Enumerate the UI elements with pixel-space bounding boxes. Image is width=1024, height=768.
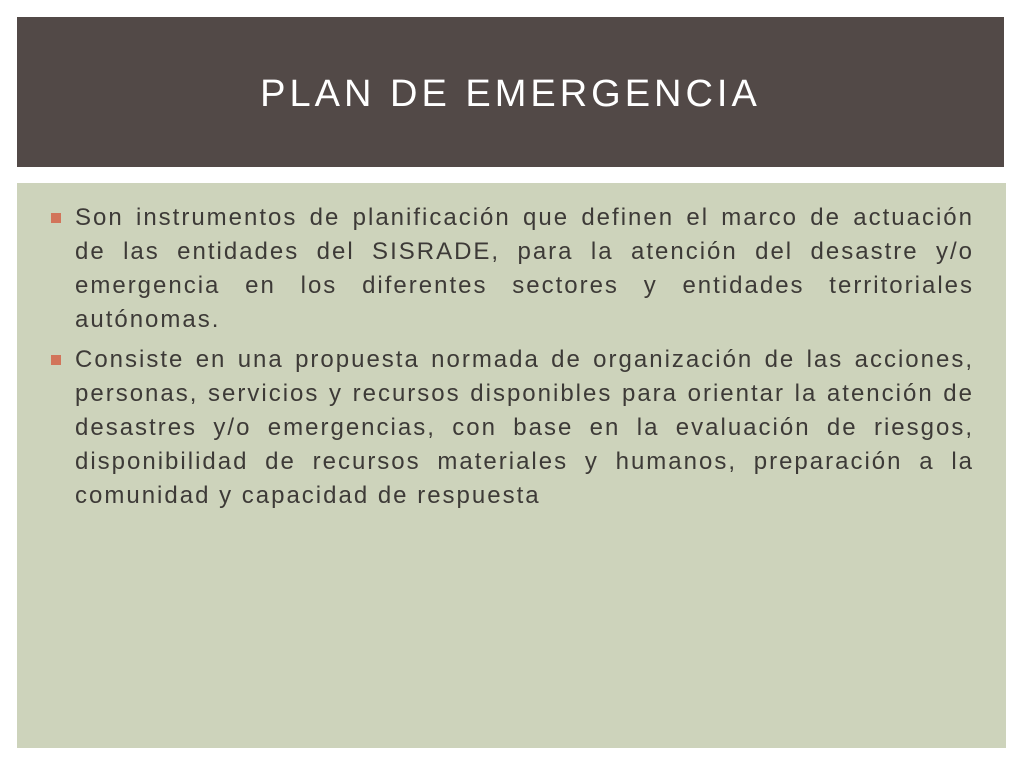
square-bullet-icon	[51, 355, 61, 365]
bullet-item	[75, 343, 974, 513]
square-bullet-icon	[51, 213, 61, 223]
bullet-text: Son instrumentos de planificación que definen el marco de actuación de las entidades del SISRADE, para la atención del desastre y/o emergencia en los diferentes sectores y entidades territoriales autónomas.	[75, 204, 974, 333]
title-bar	[17, 17, 1004, 167]
bullet-text: Consiste en una propuesta normada de organización de las acciones, personas, servicios y recursos disponibles para orientar la atención de desastres y/o emergencias, con base en la evaluación de riesgos, disponibilidad de recursos materiales y humanos, preparación a la comunidad y capacidad de respuesta	[75, 346, 974, 509]
bullet-list	[17, 183, 1006, 513]
bullet-item	[75, 201, 974, 337]
content-panel	[17, 183, 1006, 748]
slide-title: PLAN DE EMERGENCIA	[260, 72, 761, 115]
